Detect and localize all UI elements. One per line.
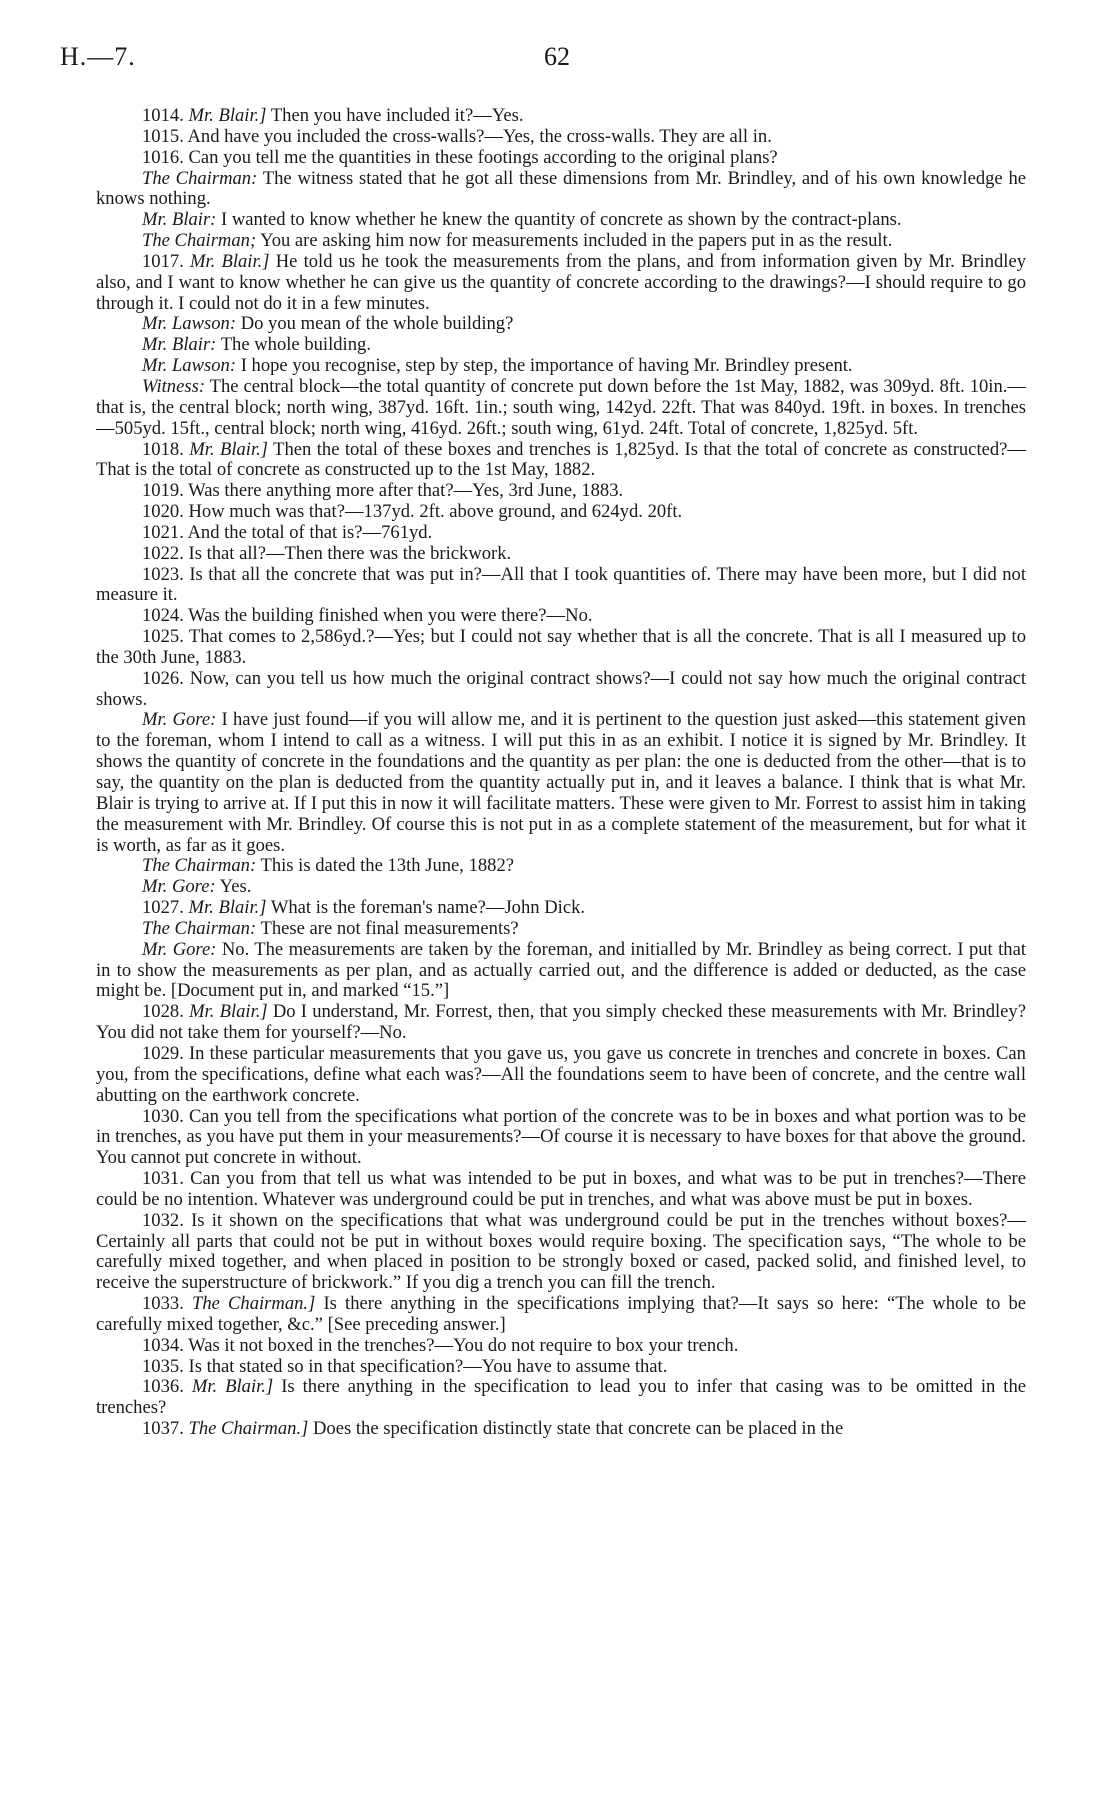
paragraph — [96, 481, 1026, 502]
paragraph-text: That comes to 2,586yd.?—Yes; but I could not say whether that is all the concrete. That is all I measured up to the 30th June, 1883. — [96, 626, 1027, 668]
paragraph-text: I wanted to know whether he knew the quantity of concrete as shown by the contract-plans. — [221, 209, 902, 231]
speaker-name: Mr. Gore: — [142, 876, 216, 898]
question-number: 1029. — [142, 1042, 184, 1064]
speaker-name: Mr. Lawson: — [142, 355, 237, 377]
paragraph-text: This is dated the 13th June, 1882? — [260, 855, 515, 877]
question-number: 1024. — [142, 605, 184, 627]
paragraph — [96, 606, 1026, 627]
paragraph — [96, 356, 1026, 377]
paragraph-text: The central block—the total quantity of concrete put down before the 1st May, 1882, was 309yd. 8ft. 10in.—that is, the central block; north wing, 387yd. 16ft. 1in.; south wing, 142yd. 22ft. That was 840yd. 19ft. in boxes. In trenches—505yd. 15ft., central block; north wing, 416yd. 26ft.; south wing, 61yd. 24ft. Total of concrete, 1,825yd. 5ft. — [96, 375, 1027, 439]
question-number: 1037. — [142, 1418, 184, 1440]
question-number: 1033. — [142, 1293, 184, 1315]
paragraph-text: No. The measurements are taken by the foreman, and initialled by Mr. Brindley as being correct. I put that in to show the measurements as per plan, and as actually carried out, and the difference is added or deducted, as the case might be. [Document put in, and marked “15.”] — [96, 938, 1026, 1002]
speaker-name: The Chairman: — [142, 167, 258, 189]
question-number: 1021. — [142, 521, 184, 543]
paragraph — [96, 502, 1026, 523]
paragraph — [96, 544, 1026, 565]
paragraph-text: Can you from that tell us what was intended to be put in boxes, and what was to be put in trenches?—There could be no intention. Whatever was underground could be put in trenches, and what was above must be put in boxes. — [96, 1168, 1026, 1210]
page-body — [96, 106, 1026, 1440]
paragraph-text: Yes. — [219, 876, 252, 898]
question-number: 1020. — [142, 501, 184, 523]
paragraph-text: Was the building finished when you were there?—No. — [188, 605, 593, 627]
paragraph-text: Then you have included it?—Yes. — [270, 105, 524, 126]
paragraph — [96, 898, 1026, 919]
paragraph — [96, 919, 1026, 940]
paragraph — [96, 252, 1026, 315]
question-number: 1028. — [142, 1001, 184, 1023]
paragraph-text: I have just found—if you will allow me, and it is pertinent to the question just asked—this statement given to the foreman, whom I intend to call as a witness. I will put this in as an exhibit. I notice it is signed by Mr. Brindley. It shows the quantity of concrete in the foundations and the quantity as per plan: the one is deducted from the other—that is to say, the quantity on the plan is deducted from the quantity actually put in, and it leaves a balance. I think that is what Mr. Blair is trying to arrive at. If I put this in now it will facilitate matters. These were given to Mr. Forrest to assist him in taking the measurement with Mr. Brindley. Of course this is not put in as a complete statement of the measurement, but for what it is worth, as far as it goes. — [96, 709, 1026, 856]
speaker-name: Mr. Blair.] — [189, 1001, 268, 1023]
paragraph-text: The whole building. — [220, 334, 371, 356]
paragraph-text: Does the specification distinctly state that concrete can be placed in the — [313, 1418, 844, 1440]
paragraph — [96, 210, 1026, 231]
paragraph — [96, 1002, 1026, 1044]
paragraph — [96, 1294, 1026, 1336]
paragraph-text: Is there anything in the specification to lead you to infer that casing was to be omitted in the trenches? — [96, 1376, 1027, 1419]
paragraph — [96, 377, 1026, 440]
paragraph-text: You are asking him now for measurements included in the papers put in as the result. — [260, 230, 893, 252]
question-number: 1026. — [142, 667, 184, 689]
speaker-name: The Chairman.] — [191, 1293, 316, 1315]
paragraph — [96, 1044, 1026, 1107]
speaker-name: Mr. Lawson: — [142, 313, 237, 335]
question-number: 1023. — [142, 563, 184, 585]
paragraph — [96, 148, 1026, 169]
speaker-name: Mr. Blair.] — [188, 105, 267, 126]
paragraph — [96, 335, 1026, 356]
speaker-name: Mr. Blair.] — [189, 438, 269, 460]
question-number: 1022. — [142, 542, 184, 564]
paragraph-text: Was it not boxed in the trenches?—You do not require to box your trench. — [188, 1334, 739, 1356]
paragraph-text: Do you mean of the whole building? — [240, 313, 514, 335]
paragraph-text: What is the foreman's name?—John Dick. — [270, 897, 586, 919]
speaker-name: Mr. Blair: — [142, 334, 217, 356]
question-number: 1016. — [142, 146, 184, 168]
page-header — [60, 42, 1054, 78]
paragraph — [96, 856, 1026, 877]
paragraph-text: Is it shown on the specifications that what was underground could be put in the trenches without boxes?—Certainly all parts that could not be put in without boxes would require boxing. The specification says, “The whole to be carefully mixed together, and when placed in position to be strongly boxed or cased, packed solid, and finished level, to receive the superstructure of brickwork.” If you dig a trench you can fill the trench. — [96, 1209, 1026, 1294]
paragraph — [96, 231, 1026, 252]
paragraph-text: Is that all the concrete that was put in?—All that I took quantities of. There may have been more, but I did not measure it. — [96, 563, 1026, 606]
speaker-name: The Chairman; — [142, 230, 257, 252]
speaker-name: The Chairman: — [142, 917, 257, 939]
speaker-name: The Chairman.] — [188, 1418, 309, 1440]
paragraph — [96, 1336, 1026, 1357]
question-number: 1032. — [142, 1209, 184, 1231]
speaker-name: Mr. Blair.] — [191, 1376, 274, 1398]
paragraph — [96, 565, 1026, 607]
paragraph — [96, 1357, 1026, 1378]
question-number: 1035. — [142, 1355, 184, 1377]
paragraph — [96, 127, 1026, 148]
question-number: 1031. — [142, 1168, 184, 1190]
paragraph-text: And the total of that is?—761yd. — [187, 521, 433, 543]
speaker-name: Mr. Blair: — [142, 209, 217, 231]
document-reference: H.—7. — [60, 42, 136, 71]
paragraph — [96, 1419, 1026, 1440]
paragraph-text: I hope you recognise, step by step, the importance of having Mr. Brindley present. — [240, 355, 853, 377]
paragraph — [96, 627, 1026, 669]
question-number: 1017. — [142, 250, 184, 272]
paragraph — [96, 314, 1026, 335]
paragraph — [96, 106, 1026, 127]
paragraph-text: Now, can you tell us how much the original contract shows?—I could not say how much the original contract shows. — [96, 667, 1027, 710]
paragraph-text: Can you tell from the specifications what portion of the concrete was to be in boxes and what portion was to be in trenches, as you have put them in your measurements?—Of course it is necessary to have boxes for that above the ground. You cannot put concrete in without. — [96, 1105, 1026, 1169]
paragraph — [96, 1211, 1026, 1294]
speaker-name: The Chairman: — [142, 855, 257, 877]
paragraph-text: And have you included the cross-walls?—Yes, the cross-walls. They are all in. — [187, 125, 772, 147]
paragraph-text: Do I understand, Mr. Forrest, then, that you simply checked these measurements with Mr. Brindley? You did not take them for yourself?—No. — [96, 1001, 1026, 1044]
paragraph-text: These are not final measurements? — [260, 917, 519, 939]
paragraph-text: Is that all?—Then there was the brickwork. — [188, 542, 512, 564]
question-number: 1036. — [142, 1376, 184, 1398]
paragraph — [96, 440, 1026, 482]
paragraph-text: Is there anything in the specifications implying that?—It says so here: “The whole to be carefully mixed together, &c.” [See preceding answer.] — [96, 1293, 1026, 1335]
question-number: 1018. — [142, 438, 184, 460]
question-number: 1014. — [142, 105, 184, 126]
speaker-name: Mr. Gore: — [142, 938, 217, 960]
question-number: 1027. — [142, 897, 184, 919]
paragraph-text: Can you tell me the quantities in these footings according to the original plans? — [188, 146, 778, 168]
paragraph-text: Is that stated so in that specification?—You have to assume that. — [188, 1355, 668, 1377]
paragraph — [96, 169, 1026, 211]
speaker-name: Mr. Blair.] — [188, 897, 267, 919]
paragraph — [96, 940, 1026, 1003]
question-number: 1034. — [142, 1334, 184, 1356]
question-number: 1019. — [142, 480, 184, 502]
paragraph — [96, 1169, 1026, 1211]
paragraph-text: Then the total of these boxes and trenches is 1,825yd. Is that the total of concrete as constructed?—That is the total of concrete as constructed up to the 1st May, 1882. — [96, 438, 1027, 481]
speaker-name: Mr. Blair.] — [190, 250, 270, 272]
question-number: 1015. — [142, 125, 184, 147]
page-number: 62 — [544, 42, 570, 71]
paragraph-text: Was there anything more after that?—Yes, 3rd June, 1883. — [188, 480, 624, 502]
paragraph — [96, 1377, 1026, 1419]
paragraph-text: In these particular measurements that you gave us, you gave us concrete in trenches and concrete in boxes. Can you, from the specifications, define what each was?—All the foundations seem to have been of concrete, and the centre wall abutting on the earthwork concrete. — [96, 1042, 1026, 1106]
paragraph — [96, 669, 1026, 711]
paragraph — [96, 523, 1026, 544]
paragraph — [96, 877, 1026, 898]
paragraph-text: How much was that?—137yd. 2ft. above ground, and 624yd. 20ft. — [188, 501, 683, 523]
paragraph — [96, 710, 1026, 856]
speaker-name: Witness: — [142, 375, 206, 397]
paragraph — [96, 1107, 1026, 1170]
question-number: 1030. — [142, 1105, 184, 1127]
question-number: 1025. — [142, 626, 184, 648]
paragraph-text: He told us he took the measurements from the plans, and from information given by Mr. Brindley also, and I want to know whether he can give us the quantity of concrete according to the drawings?—I should require to go through it. I could not do it in a few minutes. — [96, 250, 1027, 314]
paragraph-text: The witness stated that he got all these dimensions from Mr. Brindley, and of his own knowledge he knows nothing. — [96, 167, 1027, 210]
speaker-name: Mr. Gore: — [142, 709, 217, 731]
